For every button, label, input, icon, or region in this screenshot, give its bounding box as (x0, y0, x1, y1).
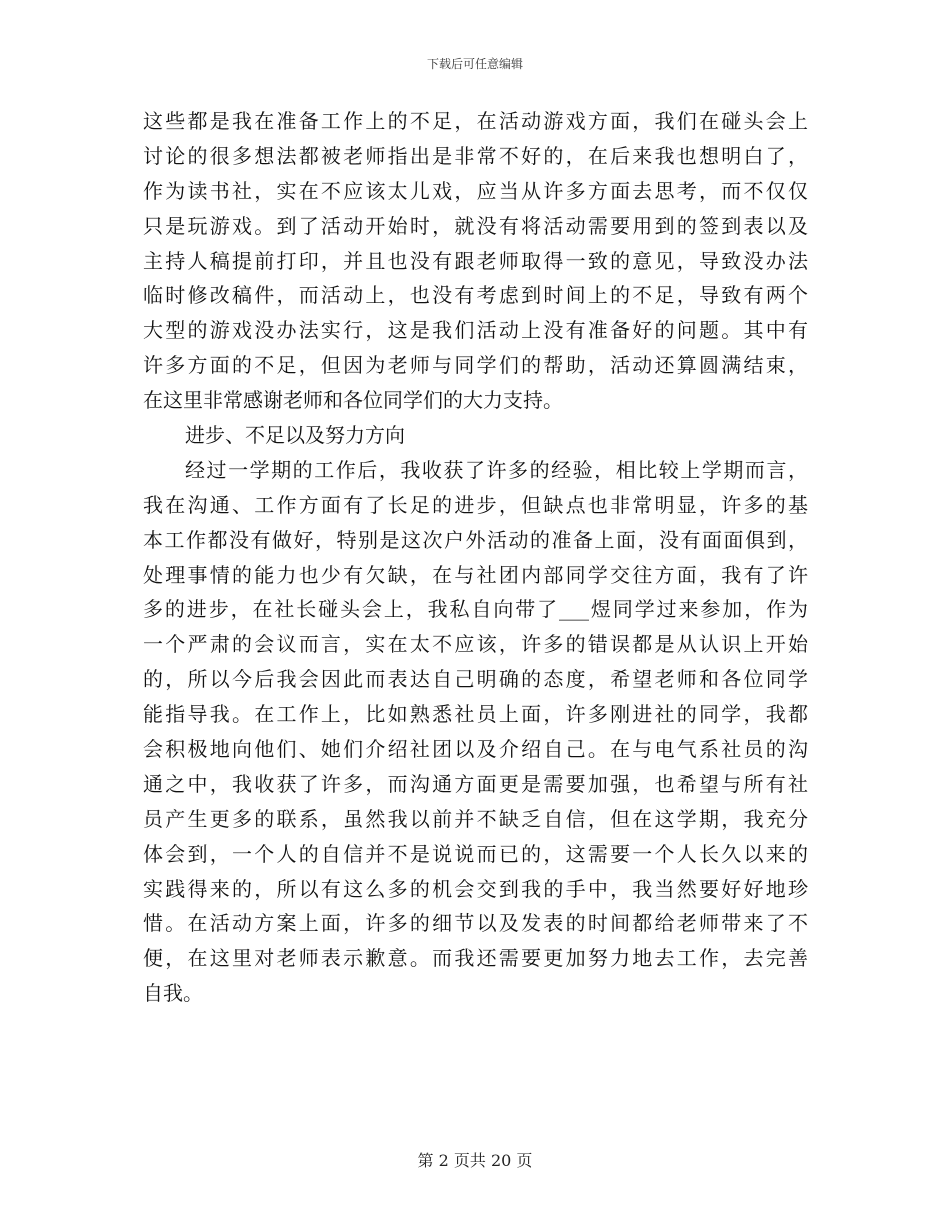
body-line: 主持人稿提前打印，并且也没有跟老师取得一致的意见，导致没办法 (143, 248, 808, 273)
body-line: 员产生更多的联系，虽然我以前并不缺乏自信，但在这学期，我充分 (143, 806, 808, 831)
body-line: 多的进步，在社长碰头会上，我私自向带了___煜同学过来参加，作为 (143, 597, 808, 622)
body-line: 作为读书社，实在不应该太儿戏，应当从许多方面去思考，而不仅仅 (143, 178, 808, 203)
body-line: 讨论的很多想法都被老师指出是非常不好的，在后来我也想明白了， (143, 143, 808, 168)
body-line: 只是玩游戏。到了活动开始时，就没有将活动需要用到的签到表以及 (143, 213, 808, 238)
body-line: 处理事情的能力也少有欠缺，在与社团内部同学交往方面，我有了许 (143, 562, 808, 587)
page-number: 第 2 页共 20 页 (417, 1151, 533, 1170)
body-line: 能指导我。在工作上，比如熟悉社员上面，许多刚进社的同学，我都 (143, 702, 808, 727)
body-line: 会积极地向他们、她们介绍社团以及介绍自己。在与电气系社员的沟 (143, 737, 808, 762)
body-line: 自我。 (143, 981, 203, 1006)
body-line: 我在沟通、工作方面有了长足的进步，但缺点也非常明显，许多的基 (143, 492, 808, 517)
body-line: 惜。在活动方案上面，许多的细节以及发表的时间都给老师带来了不 (143, 911, 808, 936)
body-line: 在这里非常感谢老师和各位同学们的大力支持。 (143, 388, 563, 413)
section-heading: 进步、不足以及努力方向 (185, 423, 405, 448)
page-header-note: 下载后可任意编辑 (426, 57, 523, 71)
body-line: 一个严肃的会议而言，实在太不应该，许多的错误都是从认识上开始 (143, 632, 808, 657)
body-line: 经过一学期的工作后，我收获了许多的经验，相比较上学期而言， (185, 457, 808, 482)
body-line: 实践得来的，所以有这么多的机会交到我的手中，我当然要好好地珍 (143, 876, 808, 901)
body-line: 通之中，我收获了许多，而沟通方面更是需要加强，也希望与所有社 (143, 771, 808, 796)
body-line: 这些都是我在准备工作上的不足，在活动游戏方面，我们在碰头会上 (143, 109, 808, 133)
body-line: 便，在这里对老师表示歉意。而我还需要更加努力地去工作，去完善 (143, 946, 808, 971)
body-line: 本工作都没有做好，特别是这次户外活动的准备上面，没有面面俱到， (143, 527, 808, 552)
body-line: 体会到，一个人的自信并不是说说而已的，这需要一个人长久以来的 (143, 841, 808, 866)
body-line: 临时修改稿件，而活动上，也没有考虑到时间上的不足，导致有两个 (143, 283, 808, 308)
body-line: 的，所以今后我会因此而表达自己明确的态度，希望老师和各位同学 (143, 667, 808, 692)
document-body (143, 104, 808, 1011)
body-line: 大型的游戏没办法实行，这是我们活动上没有准备好的问题。其中有 (143, 318, 808, 343)
body-line: 许多方面的不足，但因为老师与同学们的帮助，活动还算圆满结束， (143, 353, 808, 378)
